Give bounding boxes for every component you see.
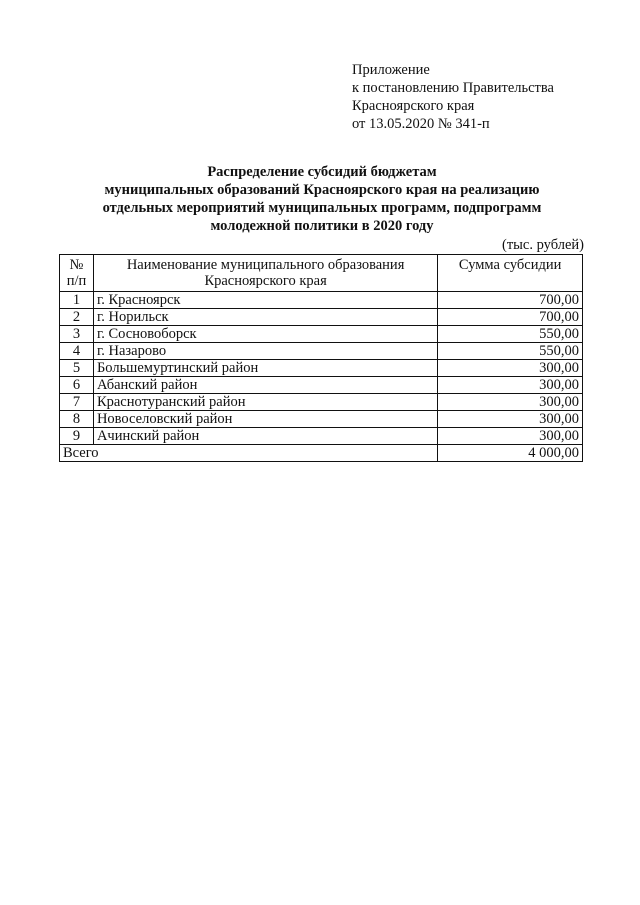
header-num — [60, 255, 94, 292]
row-name: Большемуртинский район — [93, 360, 437, 377]
table-row — [60, 292, 583, 309]
header-sum: Сумма субсидии — [438, 255, 583, 292]
row-sum: 550,00 — [438, 343, 583, 360]
row-num: 6 — [60, 377, 94, 394]
row-sum: 300,00 — [438, 394, 583, 411]
row-name: Краснотуранский район — [93, 394, 437, 411]
appendix-line: Красноярского края — [352, 98, 475, 114]
table-row — [60, 394, 583, 411]
row-num: 9 — [60, 428, 94, 445]
row-num: 1 — [60, 292, 94, 309]
row-sum: 300,00 — [438, 360, 583, 377]
row-num: 4 — [60, 343, 94, 360]
table-row — [60, 428, 583, 445]
appendix-line: к постановлению Правительства — [352, 80, 554, 96]
row-sum: 550,00 — [438, 326, 583, 343]
title-line: Распределение субсидий бюджетам — [207, 164, 437, 180]
row-sum: 300,00 — [438, 411, 583, 428]
appendix-block — [352, 61, 554, 133]
row-num: 2 — [60, 309, 94, 326]
row-num: 7 — [60, 394, 94, 411]
row-name: Абанский район — [93, 377, 437, 394]
row-num: 3 — [60, 326, 94, 343]
table-header-row — [60, 255, 583, 292]
table-row — [60, 411, 583, 428]
row-name: г. Сосновоборск — [93, 326, 437, 343]
appendix-line: Приложение — [352, 62, 430, 78]
title-line: молодежной политики в 2020 году — [210, 218, 434, 234]
row-sum: 300,00 — [438, 428, 583, 445]
appendix-line: от 13.05.2020 № 341-п — [352, 116, 490, 132]
row-name: г. Назарово — [93, 343, 437, 360]
row-sum: 300,00 — [438, 377, 583, 394]
header-num-line: п/п — [66, 273, 87, 289]
header-name-line: Наименование муниципального образования — [126, 257, 405, 273]
title-line: муниципальных образований Красноярского края на реализацию — [104, 182, 540, 198]
row-num: 8 — [60, 411, 94, 428]
total-sum: 4 000,00 — [438, 445, 583, 462]
total-row — [60, 445, 583, 462]
table-row — [60, 309, 583, 326]
table-row — [60, 326, 583, 343]
total-label: Всего — [60, 445, 438, 462]
header-name — [93, 255, 437, 292]
row-sum: 700,00 — [438, 292, 583, 309]
subsidies-table — [59, 254, 583, 462]
table-row — [60, 360, 583, 377]
row-name: Ачинский район — [93, 428, 437, 445]
row-name: Новоселовский район — [93, 411, 437, 428]
table-row — [60, 343, 583, 360]
units-note: (тыс. рублей) — [502, 237, 584, 253]
title-line: отдельных мероприятий муниципальных программ, подпрограмм — [102, 200, 542, 216]
table-row — [60, 377, 583, 394]
document-title — [60, 163, 584, 235]
header-name-line: Красноярского края — [204, 273, 327, 289]
row-name: г. Норильск — [93, 309, 437, 326]
table-body — [60, 292, 583, 445]
header-num-line: № — [69, 257, 84, 273]
row-num: 5 — [60, 360, 94, 377]
row-sum: 700,00 — [438, 309, 583, 326]
row-name: г. Красноярск — [93, 292, 437, 309]
